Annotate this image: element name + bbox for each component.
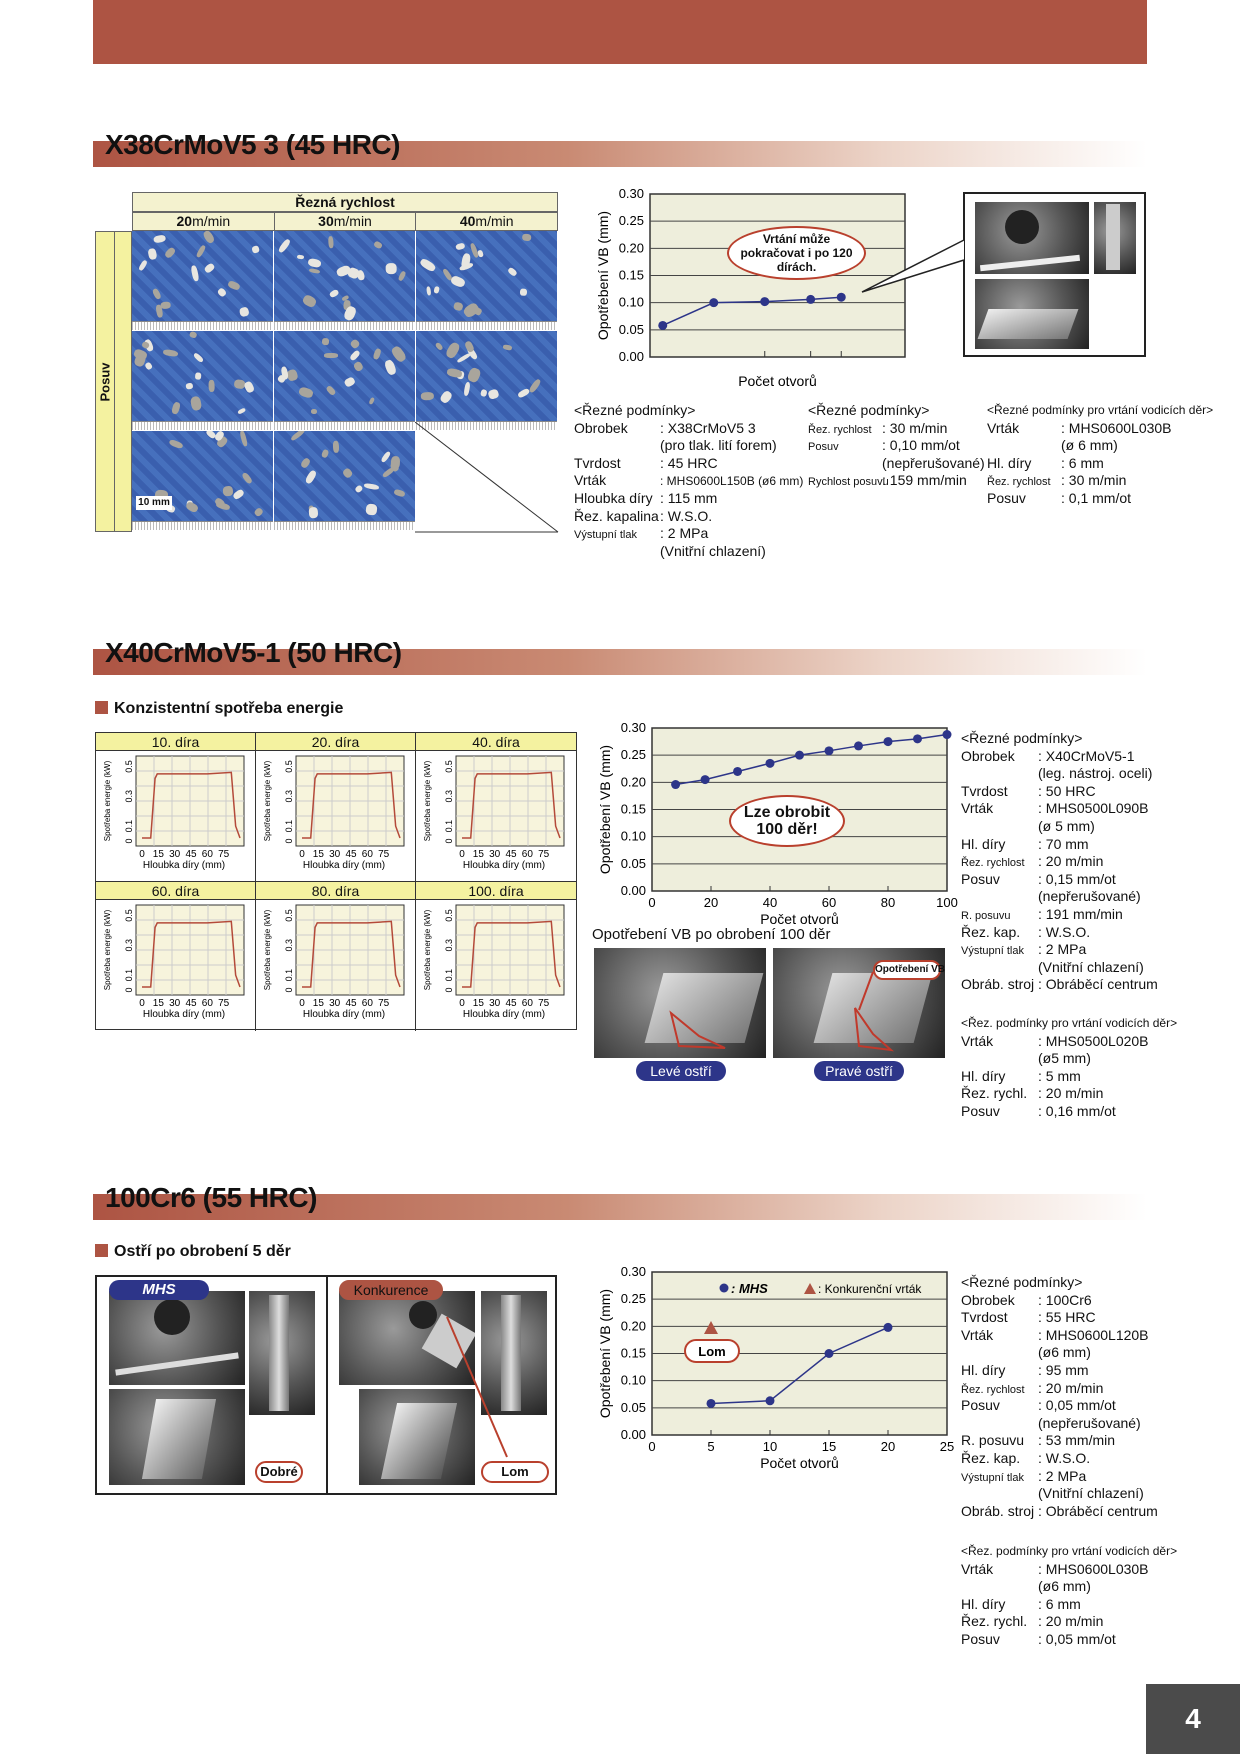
x-tick-label: 30 — [329, 998, 341, 1009]
condition-row: Řez. rychl. : 20 m/min — [961, 1613, 1104, 1630]
x-tick-label: 15 — [472, 998, 484, 1009]
chart-legend — [720, 1281, 923, 1296]
x-axis-label: Počet otvorů — [760, 1455, 839, 1471]
y-tick-label: 0.05 — [620, 1399, 646, 1415]
x-tick-label: 75 — [218, 998, 230, 1009]
cutting-conditions-1 — [574, 402, 803, 560]
panel-title: 10. díra — [96, 733, 255, 751]
photo-caption: Opotřebení VB po obrobení 100 děr — [592, 926, 831, 943]
x-axis-label: Počet otvorů — [760, 911, 839, 927]
x-tick-label: 30 — [169, 849, 181, 860]
left-edge-photo — [594, 948, 766, 1058]
condition-row: Obrobek : X40CrMoV5-1 — [961, 747, 1135, 764]
x-axis-label: Hloubka díry (mm) — [142, 1009, 226, 1020]
section-header — [93, 625, 1147, 675]
section-subhead: Ostří po obrobení 5 děr — [95, 1243, 291, 1261]
top-banner — [93, 0, 1147, 64]
pilot-hole-conditions — [961, 1015, 1177, 1121]
y-tick-label: 0.3 — [444, 790, 454, 803]
y-axis-label: Opotřebení VB (mm) — [595, 210, 611, 341]
conditions-title: <Řez. podmínky pro vrtání vodicích děr> — [961, 1016, 1178, 1030]
x-tick-label: 15 — [312, 998, 324, 1009]
y-axis-label: Opotřebení VB (mm) — [597, 744, 613, 875]
condition-row: Řez. rychlost : 20 m/min — [961, 1379, 1104, 1396]
x-tick-label: 45 — [185, 849, 197, 860]
x-tick-label: 75 — [218, 849, 230, 860]
section-header — [93, 117, 1147, 167]
chart-callout: Vrtání může pokračovat i po 120 dírách. — [727, 226, 866, 280]
wear-chart-3 — [590, 1264, 960, 1474]
legend-marker-mhs — [720, 1284, 729, 1293]
condition-row: Obráb. stroj : Obráběcí centrum — [961, 976, 1158, 993]
panel-title: 80. díra — [256, 882, 415, 900]
condition-row: Tvrdost : 45 HRC — [574, 454, 718, 471]
y-tick-label: 0.1 — [444, 819, 454, 833]
power-chart — [256, 751, 414, 880]
y-tick-label: 0.5 — [284, 760, 294, 773]
data-point — [884, 1323, 893, 1332]
mhs-label: MHS — [109, 1280, 209, 1300]
x-tick-label: 60 — [821, 895, 837, 910]
data-point — [766, 759, 775, 768]
condition-row: (pro tlak. lití forem) — [660, 437, 777, 454]
condition-row: Řez. rychlost : 30 m/min — [808, 419, 948, 436]
condition-row: Hl. díry : 6 mm — [961, 1595, 1081, 1612]
y-tick-label: 0.10 — [620, 1372, 646, 1388]
x-tick-label: 0 — [299, 849, 305, 860]
data-point — [806, 295, 815, 304]
chip-photo — [132, 331, 273, 430]
condition-row: Hl. díry : 70 mm — [961, 835, 1089, 852]
chart-callout: Lze obrobit 100 děr! — [729, 795, 845, 847]
panel-title: 20. díra — [256, 733, 415, 751]
y-tick-label: 0.1 — [124, 819, 134, 833]
condition-row: Výstupní tlak : 2 MPa — [574, 525, 709, 542]
condition-row: Hl. díry : 5 mm — [961, 1067, 1081, 1084]
x-tick-label: 0 — [299, 998, 305, 1009]
data-point — [658, 321, 667, 330]
row-indicator — [115, 231, 132, 532]
section-subhead: Konzistentní spotřeba energie — [95, 700, 343, 718]
x-tick-label: 15 — [472, 849, 484, 860]
condition-row: (Vnitřní chlazení) — [1038, 1485, 1144, 1502]
y-tick-label: 0.00 — [618, 349, 644, 364]
x-tick-label: 0 — [459, 998, 465, 1009]
x-tick-label: 75 — [538, 849, 550, 860]
y-tick-label: 0.3 — [284, 790, 294, 803]
chip-photo — [132, 231, 273, 330]
mhs-edge-photo — [109, 1291, 245, 1385]
chip-photo — [416, 331, 557, 430]
condition-row: Posuv : 0,05 mm/ot — [961, 1630, 1116, 1647]
condition-row: (nepřerušované) — [882, 454, 985, 471]
conditions-title: <Řezné podmínky> — [961, 1274, 1083, 1290]
x-tick-label: 30 — [489, 998, 501, 1009]
condition-row: Vrták : MHS0600L120B — [961, 1326, 1149, 1343]
condition-row: Výstupní tlak : 2 MPa — [961, 1467, 1087, 1484]
condition-row: (ø 6 mm) — [1061, 437, 1118, 454]
x-axis-label: Hloubka díry (mm) — [142, 860, 226, 871]
section-header — [93, 1170, 1147, 1220]
condition-row: Hloubka díry : 115 mm — [574, 489, 718, 506]
y-axis-label: Spotřeba energie (kW) — [423, 909, 432, 991]
y-tick-label: 0.15 — [620, 801, 646, 817]
y-axis-label: Spotřeba energie (kW) — [103, 909, 112, 991]
y-tick-label: 0 — [444, 987, 454, 993]
y-tick-label: 0.3 — [124, 939, 134, 952]
scale-label: 10 mm — [136, 496, 172, 510]
x-tick-label: 60 — [361, 849, 373, 860]
y-axis-label: Spotřeba energie (kW) — [263, 909, 272, 991]
callout-pointer — [860, 230, 970, 300]
y-tick-label: 0.10 — [618, 294, 644, 310]
x-tick-label: 45 — [505, 998, 517, 1009]
pilot-hole-conditions — [987, 402, 1213, 508]
condition-row: (ø 5 mm) — [1038, 817, 1095, 834]
condition-row: (ø6 mm) — [1038, 1578, 1091, 1595]
y-axis-label: Opotřebení VB (mm) — [597, 1288, 613, 1419]
data-point — [795, 751, 804, 760]
condition-row: Obrobek : X38CrMoV5 3 — [574, 419, 756, 436]
mhs-side-photo — [249, 1291, 315, 1415]
y-tick-label: 0.5 — [284, 909, 294, 922]
chip-photo — [274, 431, 415, 530]
y-tick-label: 0.20 — [620, 774, 646, 790]
condition-row: Hl. díry : 95 mm — [961, 1361, 1089, 1378]
condition-row: Řez. kapalina: W.S.O. — [574, 507, 713, 524]
condition-row: (leg. nástroj. oceli) — [1038, 765, 1153, 782]
y-tick-label: 0.20 — [618, 240, 644, 256]
x-tick-label: 60 — [521, 998, 533, 1009]
data-point — [766, 1396, 775, 1405]
data-point — [943, 730, 952, 739]
condition-row: Řez. kap. : W.S.O. — [961, 1449, 1091, 1466]
condition-row: Posuv : 0,1 mm/ot — [987, 489, 1132, 506]
x-tick-label: 75 — [378, 998, 390, 1009]
x-tick-label: 60 — [201, 998, 213, 1009]
x-tick-label: 60 — [201, 849, 213, 860]
x-axis-label: Počet otvorů — [738, 373, 817, 389]
condition-row: Posuv : 0,15 mm/ot — [961, 870, 1116, 887]
y-tick-label: 0.15 — [618, 267, 644, 283]
y-tick-label: 0.1 — [124, 968, 134, 982]
power-panel — [96, 733, 256, 882]
y-axis-label: Spotřeba energie (kW) — [423, 760, 432, 842]
x-tick-label: 100 — [936, 895, 958, 910]
condition-row: Vrták : MHS0600L030B — [987, 419, 1172, 436]
condition-row: (Vnitřní chlazení) — [660, 542, 766, 559]
x-tick-label: 5 — [707, 1439, 715, 1454]
condition-row: Vrták : MHS0600L150B (ø6 mm) — [574, 472, 804, 489]
y-tick-label: 0 — [124, 987, 134, 993]
power-panel — [256, 733, 416, 882]
condition-row: Vrták : MHS0600L030B — [961, 1560, 1149, 1577]
section-title: X40CrMoV5-1 (50 HRC) — [105, 637, 402, 668]
x-axis-label: Hloubka díry (mm) — [462, 860, 546, 871]
conditions-title: <Řezné podmínky> — [574, 402, 696, 418]
y-tick-label: 0.3 — [124, 790, 134, 803]
condition-row: Výstupní tlak : 2 MPa — [961, 941, 1087, 958]
legend-label-competitor: : Konkurenční vrták — [818, 1282, 922, 1296]
condition-row: Obráb. stroj : Obráběcí centrum — [961, 1502, 1158, 1519]
edge-comparison-box — [95, 1275, 557, 1495]
right-edge-label: Pravé ostří — [814, 1061, 904, 1081]
condition-row: (ø6 mm) — [1038, 1344, 1091, 1361]
speed-header-row — [132, 212, 558, 231]
condition-row: R. posuvu : 191 mm/min — [961, 905, 1123, 922]
x-axis-label: Hloubka díry (mm) — [462, 1009, 546, 1020]
data-point — [760, 297, 769, 306]
conditions-title: <Řez. podmínky pro vrtání vodicích děr> — [961, 1544, 1178, 1558]
cutting-conditions — [961, 1274, 1158, 1520]
condition-row: Posuv : 0,16 mm/ot — [961, 1102, 1116, 1119]
y-tick-label: 0.30 — [620, 720, 646, 735]
y-tick-label: 0.15 — [620, 1345, 646, 1361]
speed-40: 40m/min — [459, 213, 514, 229]
x-tick-label: 15 — [821, 1439, 837, 1454]
condition-row: Posuv : 0,05 mm/ot — [961, 1397, 1116, 1414]
cutting-conditions-2 — [808, 402, 985, 490]
condition-row: Řez. rychlost : 20 m/min — [961, 853, 1104, 870]
power-chart — [416, 751, 574, 880]
drill-tip-photo — [975, 279, 1089, 349]
power-chart — [256, 900, 414, 1029]
left-edge-label: Levé ostří — [636, 1061, 726, 1081]
condition-row: Obrobek : 100Cr6 — [961, 1291, 1092, 1308]
legend-label-mhs: : MHS — [731, 1281, 768, 1296]
y-tick-label: 0 — [284, 838, 294, 844]
y-tick-label: 0.1 — [444, 968, 454, 982]
x-tick-label: 75 — [538, 998, 550, 1009]
power-panel — [416, 882, 576, 1031]
x-axis-label: Hloubka díry (mm) — [302, 860, 386, 871]
y-tick-label: 0.00 — [620, 1427, 646, 1442]
condition-row: Tvrdost : 55 HRC — [961, 1309, 1096, 1326]
condition-row: Vrták : MHS0500L020B — [961, 1032, 1149, 1049]
power-panel — [256, 882, 416, 1031]
panel-title: 60. díra — [96, 882, 255, 900]
conditions-title: <Řezné podmínky> — [961, 730, 1083, 746]
x-tick-label: 60 — [521, 849, 533, 860]
right-edge-photo — [773, 948, 945, 1058]
y-axis-label: Spotřeba energie (kW) — [263, 760, 272, 842]
panel-title: 40. díra — [416, 733, 576, 751]
data-point — [701, 775, 710, 784]
x-tick-label: 0 — [648, 895, 656, 910]
x-tick-label: 15 — [152, 998, 164, 1009]
x-tick-label: 0 — [139, 998, 145, 1009]
x-tick-label: 0 — [459, 849, 465, 860]
condition-row: R. posuvu : 53 mm/min — [961, 1432, 1116, 1449]
x-tick-label: 25 — [939, 1439, 955, 1454]
x-tick-label: 30 — [169, 998, 181, 1009]
good-label: Dobré — [255, 1461, 303, 1483]
x-tick-label: 60 — [361, 998, 373, 1009]
mhs-tip-photo — [109, 1389, 245, 1485]
power-chart — [416, 900, 574, 1029]
cutting-conditions — [961, 730, 1158, 994]
condition-row: Tvrdost : 50 HRC — [961, 782, 1096, 799]
section-title: 100Cr6 (55 HRC) — [105, 1182, 317, 1213]
chip-photo — [416, 231, 557, 330]
y-tick-label: 0.3 — [444, 939, 454, 952]
y-tick-label: 0.30 — [620, 1264, 646, 1279]
y-tick-label: 0.1 — [284, 819, 294, 833]
chip-photo — [274, 331, 415, 430]
conditions-title: <Řezné podmínky pro vrtání vodicích děr> — [987, 403, 1214, 417]
x-tick-label: 45 — [345, 998, 357, 1009]
page-number: 4 — [1146, 1684, 1240, 1754]
condition-row: Rychlost posuvu: 159 mm/min — [808, 472, 967, 489]
x-tick-label: 80 — [880, 895, 896, 910]
chip-photo — [274, 231, 415, 330]
condition-row: (ø5 mm) — [1038, 1050, 1091, 1067]
x-tick-label: 30 — [489, 849, 501, 860]
posuv-column — [95, 231, 115, 532]
data-point — [709, 298, 718, 307]
chart-break-label: Lom — [698, 1343, 726, 1359]
condition-row: Vrták : MHS0500L090B — [961, 800, 1149, 817]
power-consumption-grid — [95, 732, 577, 1030]
x-tick-label: 45 — [345, 849, 357, 860]
y-tick-label: 0.5 — [444, 909, 454, 922]
condition-row: Posuv : 0,10 mm/ot — [808, 437, 960, 454]
inset-photo-frame — [963, 192, 1146, 357]
row-label: Posuv — [97, 361, 113, 402]
y-axis-label: Spotřeba energie (kW) — [103, 760, 112, 842]
data-point — [707, 1399, 716, 1408]
y-tick-label: 0.1 — [284, 968, 294, 982]
y-tick-label: 0.20 — [620, 1318, 646, 1334]
condition-row: (nepřerušované) — [1038, 1414, 1141, 1431]
condition-row: Hl. díry : 6 mm — [987, 454, 1104, 471]
table-header: Řezná rychlost — [132, 192, 558, 212]
data-point — [837, 293, 846, 302]
y-tick-label: 0 — [284, 987, 294, 993]
condition-row: Řez. rychl. : 20 m/min — [961, 1085, 1104, 1102]
y-tick-label: 0.25 — [620, 1291, 646, 1307]
data-point — [825, 1349, 834, 1358]
y-tick-label: 0 — [444, 838, 454, 844]
condition-row: Řez. rychlost : 30 m/min — [987, 472, 1127, 489]
chip-photo — [132, 431, 273, 530]
power-chart — [96, 751, 254, 880]
x-axis-label: Hloubka díry (mm) — [302, 1009, 386, 1020]
condition-row: Řez. kap. : W.S.O. — [961, 923, 1091, 940]
y-tick-label: 0.05 — [618, 321, 644, 337]
y-tick-label: 0.25 — [620, 747, 646, 763]
x-tick-label: 20 — [703, 895, 719, 910]
wear-label: Opotřebení VB — [873, 960, 941, 980]
x-tick-label: 15 — [312, 849, 324, 860]
x-tick-label: 15 — [152, 849, 164, 860]
data-point — [825, 746, 834, 755]
y-tick-label: 0.3 — [284, 939, 294, 952]
y-tick-label: 0.05 — [620, 855, 646, 871]
speed-20: 20m/min — [133, 213, 275, 230]
y-tick-label: 0.5 — [124, 909, 134, 922]
panel-title: 100. díra — [416, 882, 576, 900]
y-tick-label: 0.25 — [618, 213, 644, 229]
data-point — [913, 734, 922, 743]
power-chart — [96, 900, 254, 1029]
data-point — [733, 767, 742, 776]
data-point — [884, 737, 893, 746]
power-panel — [96, 882, 256, 1031]
section-title: X38CrMoV5 3 (45 HRC) — [105, 129, 400, 160]
x-tick-label: 75 — [378, 849, 390, 860]
x-tick-label: 20 — [880, 1439, 896, 1454]
x-tick-label: 10 — [762, 1439, 778, 1454]
y-tick-label: 0.00 — [620, 883, 646, 898]
chip-table — [95, 192, 558, 532]
power-panel — [416, 733, 576, 882]
pilot-hole-conditions — [961, 1543, 1177, 1649]
x-tick-label: 45 — [185, 998, 197, 1009]
x-tick-label: 40 — [762, 895, 778, 910]
drill-side-photo — [1094, 202, 1136, 274]
y-tick-label: 0.5 — [124, 760, 134, 773]
y-tick-label: 0 — [124, 838, 134, 844]
drill-edge-photo — [975, 202, 1089, 274]
y-tick-label: 0.10 — [620, 828, 646, 844]
data-point — [671, 780, 680, 789]
break-label: Lom — [481, 1461, 549, 1483]
empty-cell-diagonal — [415, 422, 560, 534]
y-tick-label: 0.30 — [618, 186, 644, 201]
data-point — [854, 741, 863, 750]
y-tick-label: 0.5 — [444, 760, 454, 773]
x-tick-label: 0 — [648, 1439, 656, 1454]
competitor-label: Konkurence — [339, 1280, 443, 1300]
conditions-title: <Řezné podmínky> — [808, 402, 930, 418]
condition-row: (nepřerušované) — [1038, 888, 1141, 905]
x-tick-label: 30 — [329, 849, 341, 860]
condition-row: (Vnitřní chlazení) — [1038, 958, 1144, 975]
speed-30: 30m/min — [275, 213, 417, 230]
x-tick-label: 0 — [139, 849, 145, 860]
x-tick-label: 45 — [505, 849, 517, 860]
